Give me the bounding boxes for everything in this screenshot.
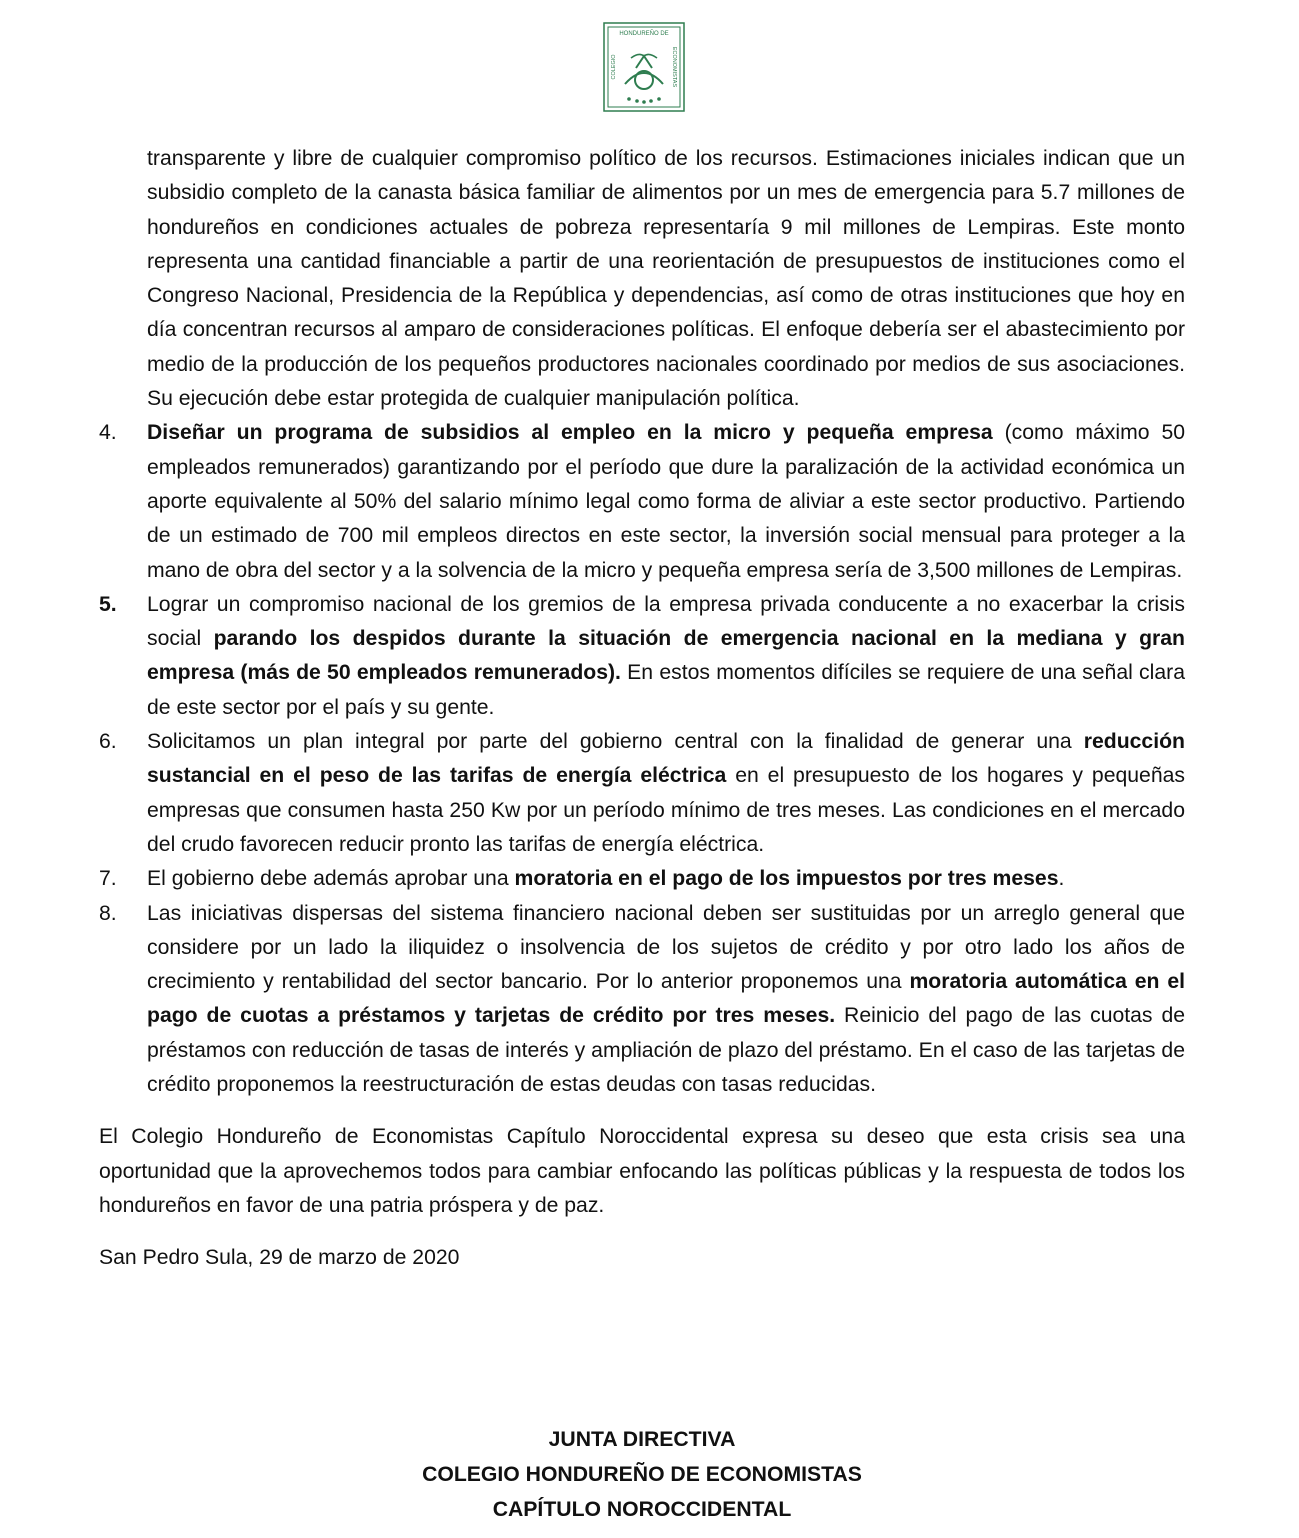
list-item-8	[99, 897, 1186, 1103]
signature-line-chapter: CAPÍTULO NOROCCIDENTAL	[492, 1498, 792, 1521]
seal-icon	[603, 22, 685, 112]
list-item-4	[99, 416, 1186, 587]
document-body	[0, 142, 1299, 1276]
list-number: 8.	[99, 901, 117, 925]
closing-paragraph: El Colegio Hondureño de Economistas Capítulo Noroccidental expresa su deseo que esta crisis sea una oportunidad que la aprovechemos todos para cambiar enfocando las políticas públicas y la respuesta de todos los hondureños en favor de una patria próspera y de paz.	[99, 1125, 1185, 1217]
svg-text:HONDUREÑO DE: HONDUREÑO DE	[619, 31, 669, 37]
place-and-date: San Pedro Sula, 29 de marzo de 2020	[99, 1246, 460, 1270]
list-number: 6.	[99, 730, 117, 754]
list-number: 4.	[99, 421, 117, 445]
item-text-post: Reinicio del pago de las cuotas de préstamos con reducción de tasas de interés y ampliación de plazo del préstamo. En el caso de las tarjetas de crédito proponemos la reestructuración de estas deudas con tasas reducidas.	[147, 1004, 1186, 1097]
list-item-6	[99, 725, 1185, 862]
item-text-pre: Solicitamos un plan integral por parte del gobierno central con la finalidad de generar una	[147, 730, 1084, 754]
signature-line-board: JUNTA DIRECTIVA	[548, 1428, 736, 1451]
signature-block	[0, 1422, 1284, 1527]
recommendation-list	[0, 416, 1299, 1102]
svg-text:ECONOMISTAS: ECONOMISTAS	[671, 46, 677, 88]
item-bold-text: moratoria en el pago de los impuestos por tres meses	[514, 867, 1059, 891]
item-text-post: .	[1058, 867, 1065, 891]
svg-text:COLEGIO: COLEGIO	[611, 54, 617, 80]
item-text-pre: Las iniciativas dispersas del sistema financiero nacional deben ser sustituidas por un arreglo general que considere por un lado la iliquidez o insolvencia de los sujetos de crédito y por otro lado los años de crecimiento y rentabilidad del sector bancario. Por lo anterior proponemos una	[147, 901, 1185, 994]
item-bold-text: moratoria automática en el pago de cuotas a préstamos y tarjetas de crédito por tres meses.	[147, 970, 1185, 1028]
item-text-post: En estos momentos difíciles se requiere de una señal clara de este sector por el país y su gente.	[147, 661, 1185, 719]
list-item-7	[99, 862, 1185, 896]
colegio-seal-logo	[603, 22, 685, 112]
item-bold-text: reducción sustancial en el peso de las tarifas de energía eléctrica	[147, 730, 1185, 788]
list-number: 5.	[99, 592, 117, 616]
list-item-5	[99, 588, 1185, 725]
signature-line-organization: COLEGIO HONDUREÑO DE ECONOMISTAS	[422, 1463, 862, 1486]
item-bold-text: parando los despidos durante la situación de emergencia nacional en la mediana y gran empresa (más de 50 empleados remunerados).	[147, 627, 1185, 685]
item-bold-text: Diseñar un programa de subsidios al empleo en la micro y pequeña empresa	[147, 421, 993, 445]
list-number: 7.	[99, 867, 117, 891]
item-text: (como máximo 50 empleados remunerados) garantizando por el período que dure la paralización de la actividad económica un aporte equivalente al 50% del salario mínimo legal como forma de aliviar a este sector productivo. Partiendo de un estimado de 700 mil empleos directos en este sector, la inversión social mensual para proteger a la mano de obra del sector y a la solvencia de la micro y pequeña empresa sería de 3,500 millones de Lempiras.	[147, 421, 1186, 582]
item-text-pre: El gobierno debe además aprobar una	[147, 867, 515, 891]
item-3-continuation: transparente y libre de cualquier compromiso político de los recursos. Estimaciones iniciales indican que un subsidio completo de la canasta básica familiar de alimentos por un mes de emergencia para 5.7 millones de hondureños en condiciones actuales de pobreza representaría 9 mil millones de Lempiras. Este monto representa una cantidad financiable a partir de una reorientación de presupuestos de instituciones como el Congreso Nacional, Presidencia de la República y dependencias, así como de otras instituciones que hoy en día concentran recursos al amparo de consideraciones políticas. El enfoque debería ser el abastecimiento por medio de la producción de los pequeños productores nacionales coordinado por medios de sus asociaciones. Su ejecución debe estar protegida de cualquier manipulación política.	[147, 147, 1185, 411]
item-text-pre: Lograr un compromiso nacional de los gremios de la empresa privada conducente a no exacerbar la crisis social	[147, 592, 1185, 651]
item-text-post: en el presupuesto de los hogares y pequeñas empresas que consumen hasta 250 Kw por un período mínimo de tres meses. Las condiciones en el mercado del crudo favorecen reducir pronto las tarifas de energía eléctrica.	[147, 764, 1185, 856]
